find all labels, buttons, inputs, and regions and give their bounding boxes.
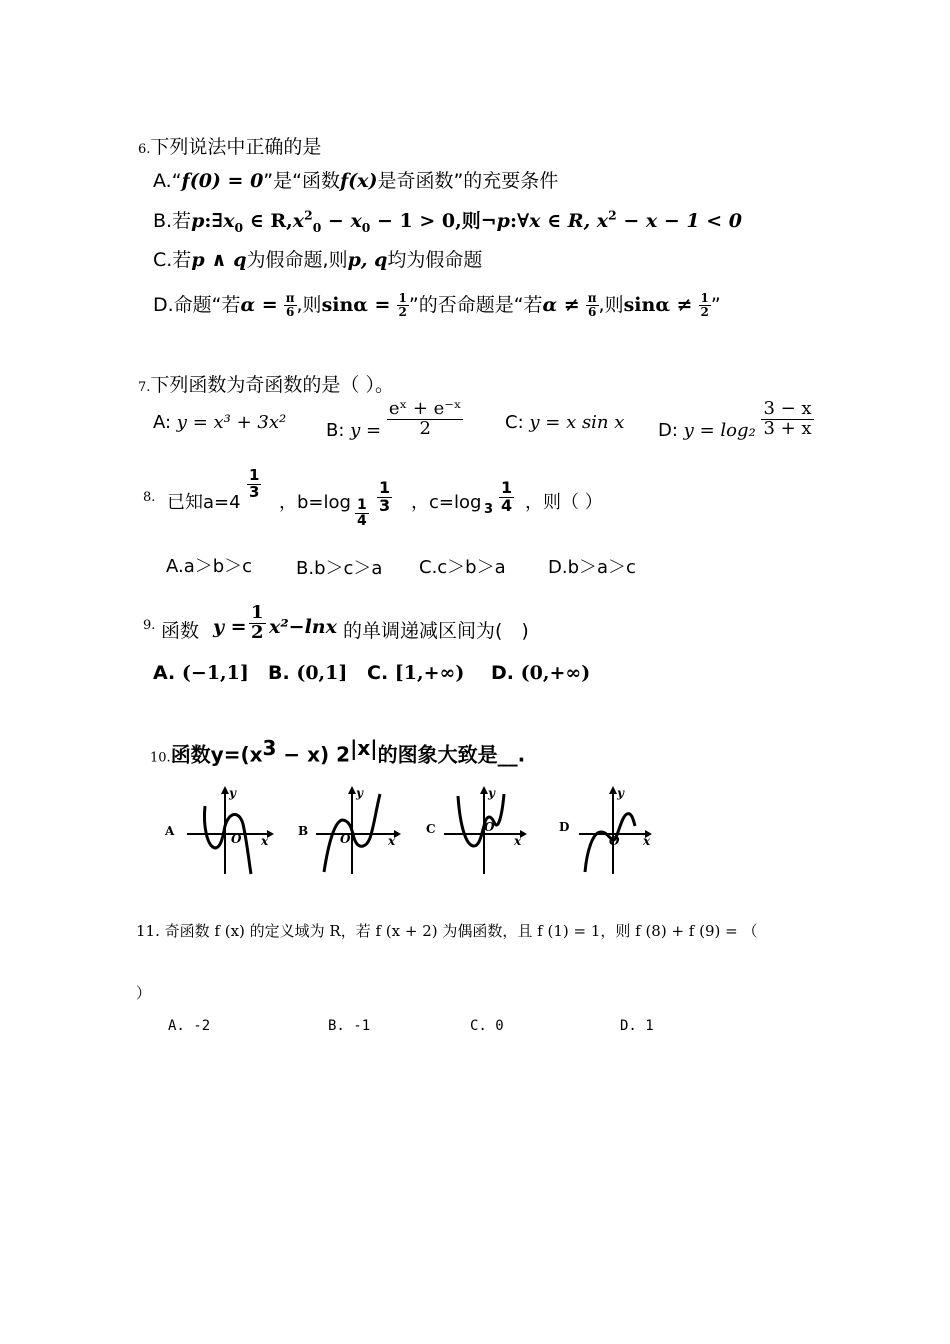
q10-graph-a	[163, 786, 273, 876]
q6-d-sin1: sinα =	[321, 294, 391, 316]
q7-c-expr: y = x sin x	[529, 412, 625, 433]
q6-d-frac1	[284, 292, 297, 318]
q9-option-d	[491, 662, 590, 684]
q6-b-forall: ∀x ∈ R, x	[516, 210, 609, 232]
q10-text2: − x) 2	[276, 742, 351, 767]
q9-option-c	[367, 662, 464, 684]
q11-option-d: D. 1	[620, 1018, 654, 1034]
q10-graph-d	[557, 786, 667, 876]
q6-option-c	[153, 245, 482, 272]
q6-d-math1: α =	[240, 294, 278, 316]
q10-sup-abs: |x|	[350, 736, 378, 760]
frac-num: 1	[357, 497, 367, 513]
q6-b-sub: 0	[234, 219, 244, 235]
frac-den: 6	[285, 305, 295, 319]
q6-c-label: C.若	[153, 249, 192, 271]
q6-b-minus-x: − x	[321, 210, 362, 232]
q8-b-base	[355, 498, 369, 528]
q6-b-sup2: 2	[608, 207, 617, 223]
q6-b-neg-p: ¬p	[480, 210, 510, 232]
q6-number: 6.	[138, 142, 151, 157]
q6-b-tail: − 1 > 0,则	[370, 210, 481, 232]
q6-option-a	[153, 166, 558, 193]
q10-stem	[150, 736, 525, 767]
frac-num: 3 − x	[763, 398, 812, 419]
origin-label: O	[609, 834, 620, 848]
graph-label: B	[298, 824, 309, 838]
graph-label: A	[165, 824, 175, 838]
q10-graph-b	[296, 786, 406, 876]
frac-num: π	[587, 291, 597, 306]
frac-num: 1	[379, 478, 391, 497]
frac-den: 3	[249, 482, 260, 501]
q6-c-math1: p ∧ q	[191, 249, 247, 271]
graph-svg	[424, 786, 534, 876]
q9-lhs: y =	[213, 616, 247, 638]
q6-b-sup: 2	[304, 207, 313, 223]
q6-a-text2: 是奇函数”的充要条件	[377, 170, 559, 192]
q9-option-a	[153, 662, 249, 684]
q8-c-base: 3	[484, 502, 494, 517]
q11-text: 11. 奇函数 f (x) 的定义域为 R，若 f (x + 2) 为偶函数，且 f (1) = 1，则 f (8) + f (9) = （	[136, 922, 758, 940]
q7-a-label: A:	[153, 412, 172, 433]
graph-svg	[163, 786, 273, 876]
q11-option-b: B. -1	[328, 1018, 371, 1034]
q9-text2: 的单调递减区间为( )	[343, 620, 529, 642]
q7-stem	[138, 370, 394, 397]
q6-d-text1: ,则	[296, 294, 322, 316]
q6-c-text2: 均为假命题	[387, 249, 483, 271]
q6-b-label: B.若	[153, 210, 192, 232]
frac-den: 4	[357, 512, 367, 529]
q6-b-x: x	[292, 210, 305, 232]
q10-text1: 函数y=(x	[170, 742, 263, 767]
q6-d-sin2: sinα ≠	[623, 294, 693, 316]
q6-b-exists: ∃x	[211, 210, 235, 232]
q8-c-arg	[499, 480, 514, 515]
frac-den: 3 + x	[763, 417, 812, 439]
q6-c-math2: p, q	[347, 249, 388, 271]
q6-d-text4: ”	[710, 294, 721, 316]
q6-c-text1: 为假命题,则	[246, 249, 348, 271]
q7-b-frac	[387, 400, 464, 439]
q6-b-colon2: :	[509, 210, 517, 232]
q7-d-lhs: y = log₂	[683, 420, 756, 442]
q6-b-sub3: 0	[361, 219, 371, 235]
q6-option-d	[153, 290, 721, 319]
q9-stem	[143, 604, 603, 656]
frac-den: 4	[501, 495, 513, 515]
q6-d-text2: ”的否命题是“若	[408, 294, 543, 316]
frac-num: 1	[501, 478, 513, 497]
q6-d-frac3	[586, 292, 599, 318]
q11-stem-continued	[136, 982, 151, 1003]
q11-stem	[136, 920, 757, 941]
q9-d-label: D.	[491, 662, 514, 684]
graph-svg	[557, 786, 667, 876]
q11-close-paren: ）	[136, 984, 152, 1002]
q7-b-lhs: y =	[350, 420, 382, 442]
q6-b-p: p	[191, 210, 205, 232]
y-arrow	[221, 786, 229, 794]
frac-den: 6	[587, 305, 597, 319]
x-label: x	[261, 834, 269, 848]
q10-graph-c	[424, 786, 534, 876]
y-label: y	[488, 786, 495, 800]
q6-stem	[138, 132, 321, 159]
frac-num: eˣ + e⁻ˣ	[388, 398, 462, 419]
origin-label: O	[340, 832, 351, 846]
q8-option-b: B.b＞c＞a	[296, 558, 383, 579]
q6-d-frac2	[397, 292, 409, 318]
q9-rhs: x²−lnx	[269, 616, 337, 638]
frac-num: 1	[249, 466, 260, 484]
q7-stem-text: 下列函数为奇函数的是（ ）。	[150, 374, 394, 396]
q7-d-label: D:	[658, 420, 678, 442]
q8-options	[166, 552, 686, 578]
q9-a-label: A.	[153, 662, 176, 684]
frac-num: 1	[251, 602, 264, 623]
y-arrow	[609, 786, 617, 794]
q6-d-math2: α ≠	[542, 294, 580, 316]
x-label: x	[643, 834, 651, 848]
q7-c-label: C:	[505, 412, 524, 433]
y-label: y	[617, 786, 624, 800]
q7-option-b	[326, 398, 463, 442]
q6-d-frac4	[699, 292, 711, 318]
frac-num: 1	[700, 291, 709, 306]
q9-number: 9.	[143, 618, 156, 633]
q8-c-text: ，c=log	[411, 492, 482, 513]
q6-stem-text: 下列说法中正确的是	[150, 136, 322, 158]
graph-svg	[296, 786, 406, 876]
q8-number: 8.	[143, 490, 156, 505]
origin-label: O	[231, 832, 242, 846]
q10-sup3: 3	[262, 736, 277, 760]
q6-option-b	[153, 206, 742, 235]
q11-option-c: C. 0	[470, 1018, 504, 1034]
q11-options	[168, 1018, 688, 1040]
q8-tail: ，则（ ）	[525, 492, 603, 513]
q8-stem	[143, 468, 663, 538]
q7-option-c	[505, 412, 624, 433]
q10-number: 10.	[150, 750, 171, 766]
y-label: y	[229, 786, 236, 800]
q9-d-value: (0,+∞)	[520, 662, 591, 684]
y-arrow	[480, 786, 488, 794]
curve	[458, 794, 504, 846]
frac-den: 3	[379, 495, 391, 515]
q10-text3: 的图象大致是__.	[377, 742, 526, 767]
q6-d-label: D.命题“若	[153, 294, 241, 316]
curve	[204, 806, 251, 874]
q7-number: 7.	[138, 380, 151, 395]
frac-num: 1	[398, 291, 407, 306]
q9-a-value: (−1,1]	[181, 662, 249, 684]
q8-a-text: 已知a=4	[167, 492, 241, 513]
graph-label: C	[426, 822, 436, 836]
q8-option-a: A.a＞b＞c	[166, 556, 253, 577]
origin-label: O	[484, 820, 495, 834]
q6-a-math1: f(0) = 0	[181, 170, 264, 192]
q9-option-b	[268, 662, 347, 684]
q9-frac	[249, 604, 266, 643]
q6-d-text3: ,则	[598, 294, 624, 316]
q8-b-arg	[377, 480, 392, 515]
q8-a-exponent	[247, 468, 261, 501]
q9-c-label: C.	[367, 662, 389, 684]
q11-option-a: A. -2	[168, 1018, 211, 1034]
q7-options	[153, 400, 853, 452]
q6-a-label: A.	[153, 170, 172, 192]
q8-option-c: C.c＞b＞a	[419, 557, 506, 578]
q9-b-label: B.	[268, 662, 290, 684]
graph-label: D	[559, 820, 570, 834]
q9-b-value: (0,1]	[296, 662, 348, 684]
q7-a-expr: y = x³ + 3x²	[176, 412, 287, 433]
q7-d-frac	[761, 400, 813, 439]
y-label: y	[356, 786, 363, 800]
frac-den: 2	[700, 305, 709, 319]
y-arrow	[348, 786, 356, 794]
q6-a-text1: ”是“函数	[263, 170, 340, 192]
q6-a-quote: “	[171, 170, 182, 192]
q9-options	[153, 662, 613, 690]
q6-b-in-r: ∈ R,	[243, 210, 293, 232]
frac-num: π	[285, 291, 295, 306]
q6-b-tail2: − x − 1 < 0	[616, 210, 742, 232]
x-label: x	[388, 834, 396, 848]
q6-b-colon: :	[204, 210, 212, 232]
q9-c-value: [1,+∞)	[394, 662, 465, 684]
x-label: x	[514, 834, 522, 848]
q7-option-d	[658, 398, 814, 442]
q6-b-sub2: 0	[312, 219, 322, 235]
frac-den: 2	[419, 417, 431, 439]
q8-option-d: D.b＞a＞c	[548, 557, 636, 578]
q6-a-math2: f(x)	[339, 170, 378, 192]
frac-den: 2	[251, 621, 264, 643]
q7-b-label: B:	[326, 420, 345, 442]
q9-text1: 函数	[161, 620, 200, 642]
frac-den: 2	[398, 305, 407, 319]
q8-b-text: ，b=log	[279, 492, 351, 513]
q7-option-a	[153, 412, 286, 433]
